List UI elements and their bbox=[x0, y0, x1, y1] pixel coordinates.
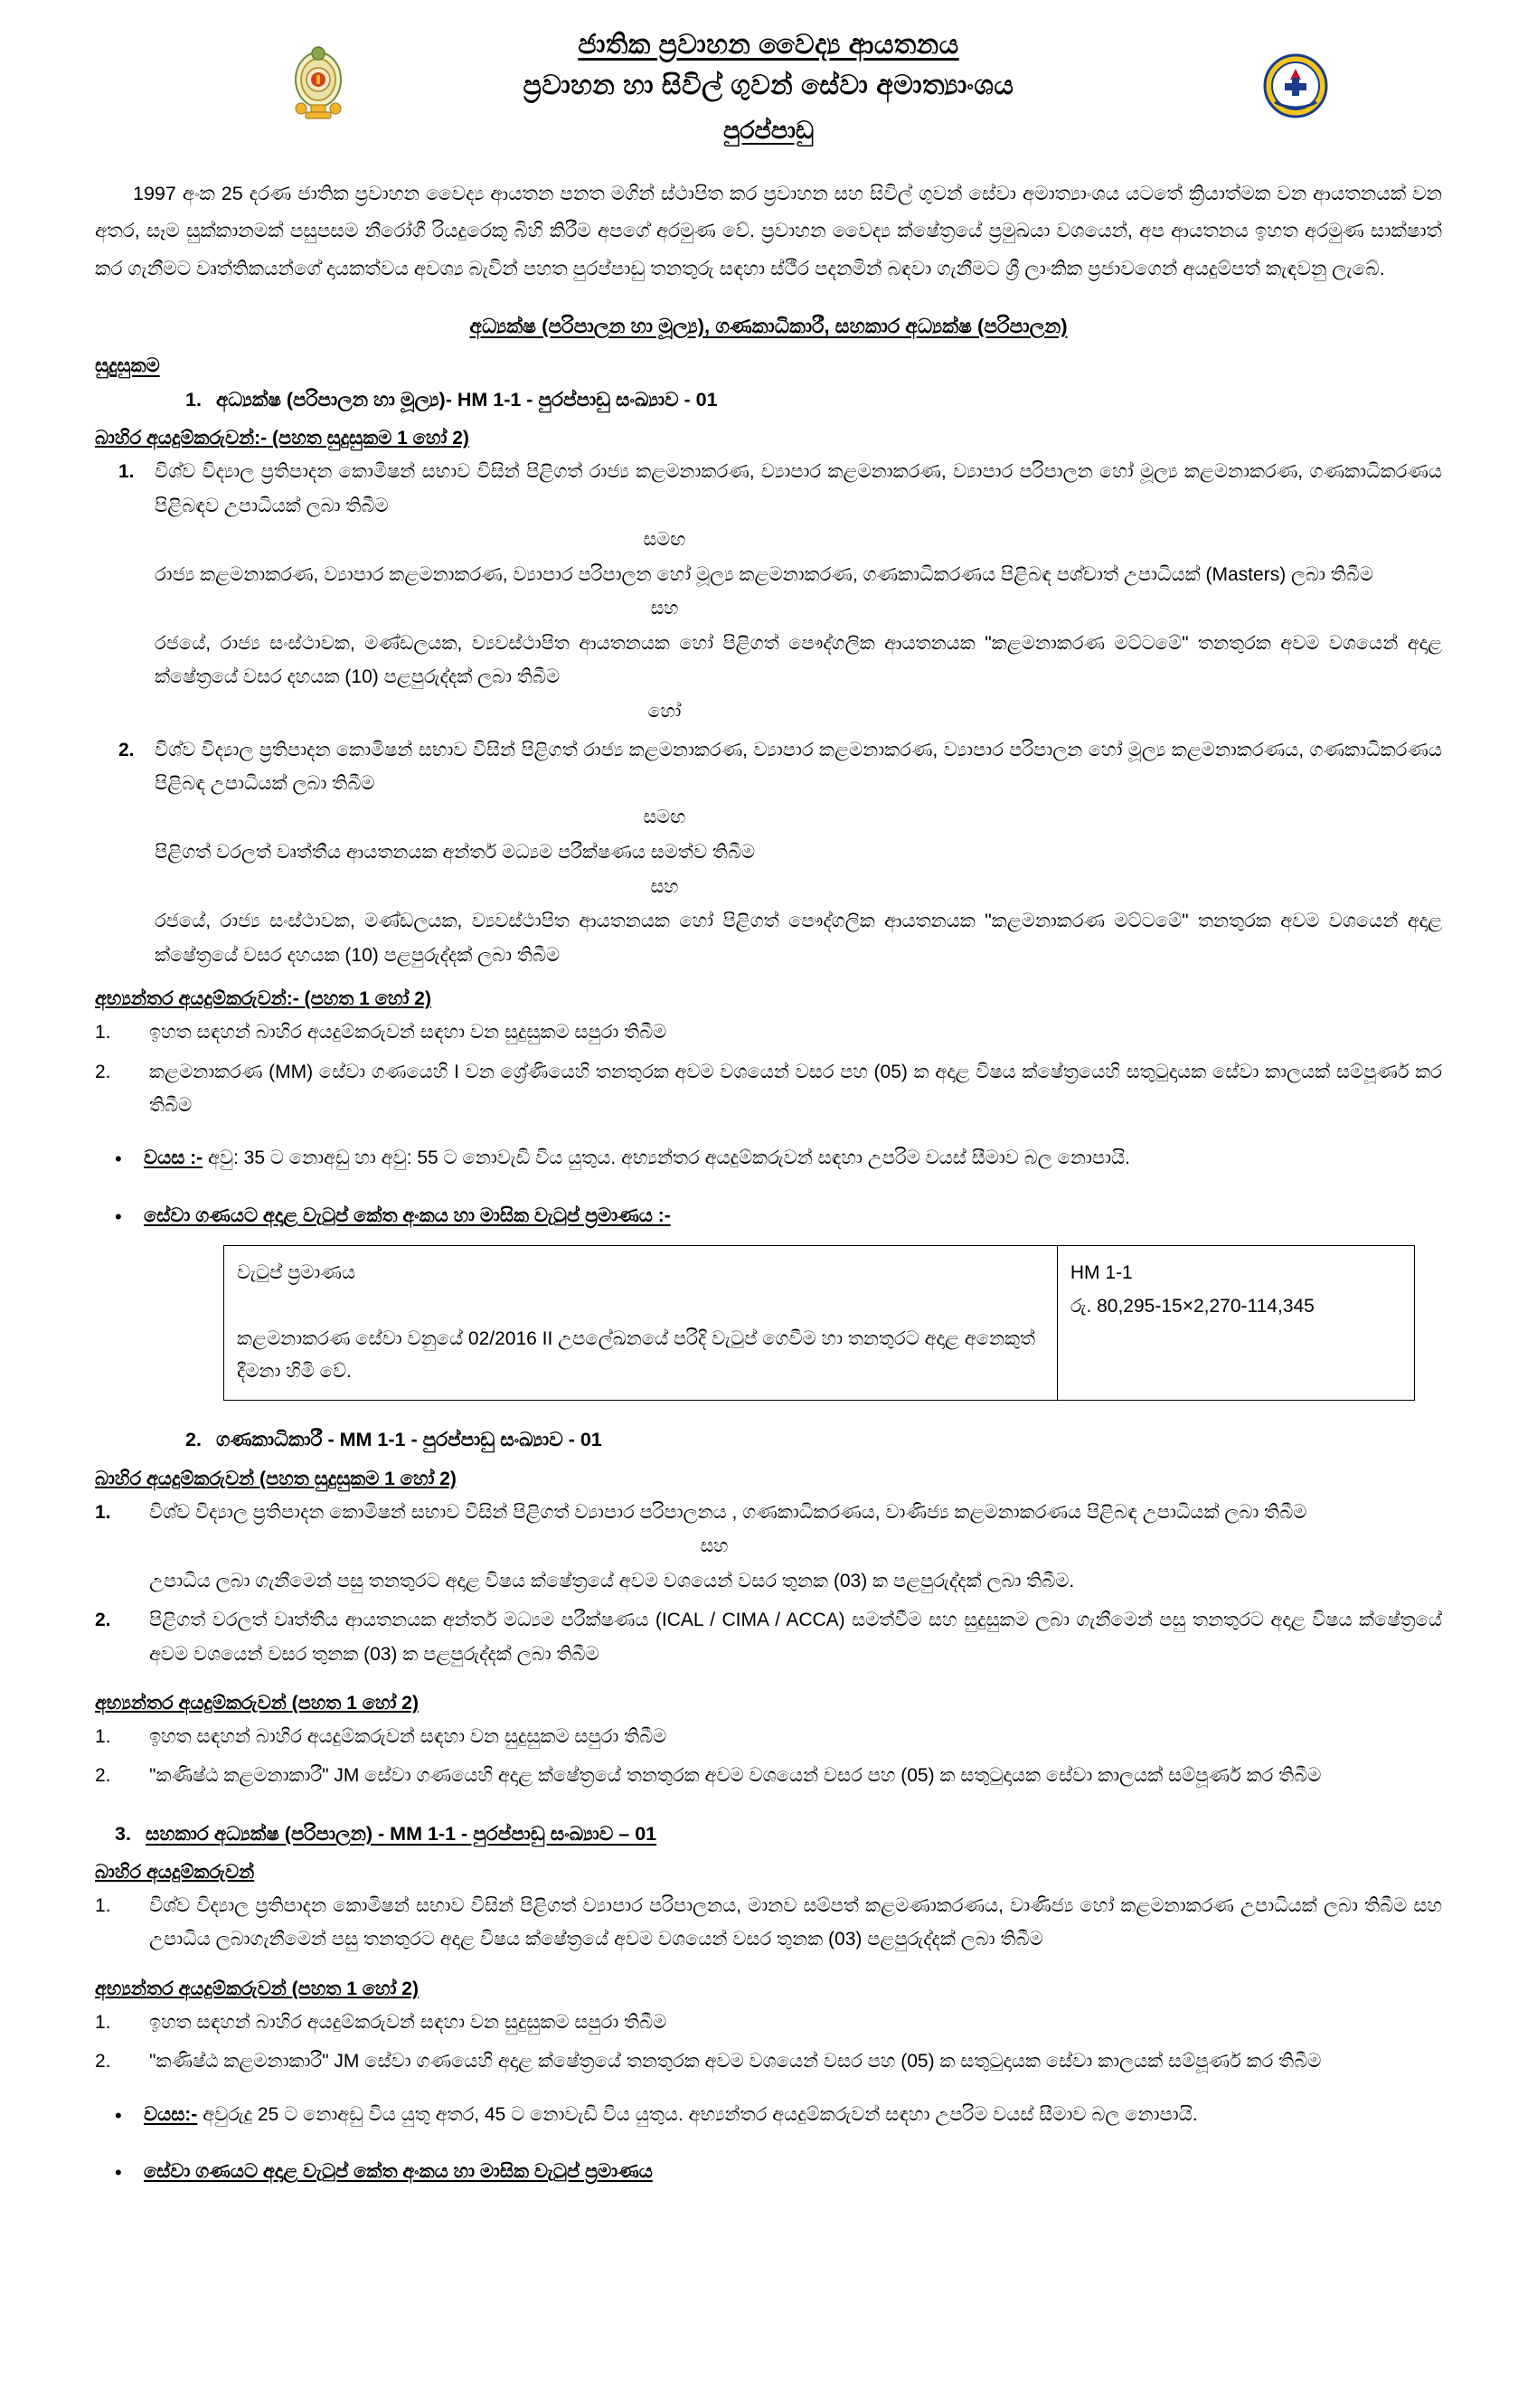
age-body-3 bbox=[144, 2099, 1442, 2133]
organization-title: ජාතික ප්‍රවාහන වෛද්‍ය ආයතනය bbox=[578, 30, 959, 60]
requirement-text: විශ්ව විද්‍යාල ප්‍රතිපාදන කොමිෂන් සභාව විසින් පිළිගත් රාජ්‍ය කළමනාකරණ, ව්‍යාපාර කළමනාකරණ, ව්‍යාපාර පරිපාලන හෝ මූල්‍ය කළමනාකරණය, ගණකාධිකරණය පිළිබඳ උපාධියක් ලබා තිබීම bbox=[155, 739, 1442, 794]
position-block-2 bbox=[95, 1424, 1442, 1792]
requirement-marker: 2. bbox=[118, 739, 135, 760]
requirement-marker: 2. bbox=[95, 1765, 111, 1787]
requirement-text: "කණිෂ්ඨ කළමනාකාරී" JM සේවා ගණයෙහි අදාළ ක්ෂේත්‍රයේ තනතුරක අවම වශයෙන් වසර පහ (05) ක සතුටුදායක සේවා කාලයක් සම්පූර්ණ කර තිබීම bbox=[149, 2051, 1322, 2073]
internal-applicants-label-1: අභ්‍යන්තර අයදුම්කරුවන්:- (පහත 1 හෝ 2) bbox=[95, 988, 431, 1010]
requirement-marker: 2. bbox=[95, 1610, 111, 1631]
internal-requirements-1 bbox=[95, 1015, 1442, 1122]
conjunction: සහ bbox=[700, 1535, 729, 1556]
requirement-text: ඉහත සඳහන් බාහිර අයදුම්කරුවන් සඳහා වන සුදුසුකම සපුරා තිබීම bbox=[149, 2011, 667, 2033]
salary-label-3: සේවා ගණයට අදාළ වැටුප් කේත අංකය හා මාසික වැටුප් ප්‍රමාණය bbox=[144, 2161, 653, 2183]
salary-bullet-3 bbox=[95, 2156, 1442, 2190]
sri-lanka-national-emblem bbox=[289, 45, 347, 123]
requirement-marker: 1. bbox=[95, 1501, 111, 1523]
conjunction: සහ bbox=[650, 598, 679, 619]
salary-description-cell bbox=[224, 1245, 1058, 1400]
requirement-text: ඉහත සඳහන් බාහිර අයදුම්කරුවන් සඳහා වන සුදුසුකම සපුරා තිබීම bbox=[149, 1022, 667, 1043]
requirement-marker: 1. bbox=[95, 1022, 111, 1043]
age-text-1: අවු: 35 ට නොඅඩු හා අවු: 55 ට නොවැඩි විය යුතුය. අභ්‍යන්තර අයදුම්කරුවන් සඳහා උපරිම වයස් සීමාව බල නොපායි. bbox=[207, 1147, 1130, 1169]
external-applicants-label-3: බාහිර අයදුම්කරුවන් bbox=[95, 1862, 255, 1884]
requirement-text: පිළිගත් වරලත් වෘත්තීය ආයතනයක අන්තර් මධ්‍යම පරීක්ෂණය (ICAL / CIMA / ACCA) සමත්වීම සහ සුදුසුකම ලබා ගැනීමෙන් පසු තනතුරට අදාළ විෂය ක්ෂේත්‍රයේ අවම වශයෙන් වසර තුනක (03) ක පළපුරුද්දක් ලබා තිබීම bbox=[149, 1610, 1442, 1665]
requirement-text: කළමනාකරණ (MM) සේවා ගණයෙහි I වන ශ්‍රේණියෙහි තනතුරක අවම වශයෙන් වසර පහ (05) ක අදාළ විෂය ක්ෂේත්‍රයෙහි සතුටුදායක සේවා කාලයක් සම්පූර්ණ කර තිබීම bbox=[149, 1061, 1442, 1116]
age-body-1 bbox=[144, 1142, 1442, 1176]
ministry-title: ප්‍රවාහන හා සිවිල් ගුවන් සේවා අමාත්‍යාංශය bbox=[523, 70, 1014, 100]
age-label-1: වයස :- bbox=[144, 1147, 203, 1169]
salary-desc-body: කළමනාකරණ සේවා වනුයේ 02/2016 II උපලේඛනයේ පරිදි වැටුප් ගෙවීම හා තනතුරට අදාළ අනෙකුත් දීමනා හිමි වේ. bbox=[237, 1327, 1036, 1383]
salary-table-1 bbox=[223, 1245, 1415, 1401]
bullet-icon: • bbox=[115, 1147, 122, 1171]
position-title-2 bbox=[95, 1424, 1442, 1455]
bullet-icon: • bbox=[115, 2161, 122, 2185]
external-requirements-2 bbox=[95, 1496, 1442, 1671]
external-requirements-3 bbox=[95, 1889, 1442, 1957]
age-requirement-3 bbox=[95, 2099, 1442, 2133]
position-title-text-3: සහකාර අධ්‍යක්ෂ (පරිපාලන) - MM 1-1 - පුරප්පාඩු සංඛ්‍යාව – 01 bbox=[146, 1822, 657, 1845]
requirement-item bbox=[95, 1889, 1442, 1957]
salary-desc-heading: වැටුප් ප්‍රමාණය bbox=[237, 1261, 356, 1283]
age-text-3: අවුරුදු 25 ට නොඅඩු විය යුතු අතර, 45 ට නොවැඩි විය යුතුය. අභ්‍යන්තර අයදුම්කරුවන් සඳහා උපරිම වයස් සීමාව බල නොපායි. bbox=[203, 2103, 1198, 2125]
requirement-item bbox=[95, 1603, 1442, 1671]
conjunction: හෝ bbox=[647, 700, 682, 722]
position-title-3 bbox=[95, 1818, 1442, 1849]
requirement-sub-text: රජයේ, රාජ්‍ය සංස්ථාවක, මණ්ඩලයක, ව්‍යවස්ථාපිත ආයතනයක හෝ පිළිගත් පෞද්ගලික ආයතනයක "කළමනාකරණ මට්ටමේ" තනතුරක අවම වශයෙන් අදාළ ක්ෂේත්‍රයේ වසර දහයක (10) පළපුරුද්දක් ලබා තිබීම bbox=[155, 633, 1442, 688]
salary-value: රු. 80,295-15×2,270-114,345 bbox=[1070, 1295, 1315, 1317]
requirement-text: විශ්ව විද්‍යාල ප්‍රතිපාදන කොමිෂන් සභාව විසින් පිළිගත් ව්‍යාපාර පරිපාලනය, මානව සම්පත් කළමණාකරණය, වාණිජ්‍ය හෝ කළමනාකරණ උපාධියක් ලබා තිබීම සහ උපාධිය ලබාගැනීමෙන් පසු තනතුරට අදාළ විෂය ක්ෂේත්‍රයේ අවම වශයෙන් වසර තුනක (03) පළපුරුද්දක් ලබා තිබීම bbox=[149, 1895, 1442, 1950]
conjunction: සහ bbox=[650, 875, 679, 897]
requirement-item bbox=[95, 2044, 1442, 2078]
salary-bullet-1 bbox=[95, 1200, 1442, 1234]
requirement-marker: 1. bbox=[95, 1725, 111, 1747]
position-title-text-2: ගණකාධිකාරී - MM 1-1 - පුරප්පාඩු සංඛ්‍යාව - 01 bbox=[216, 1429, 602, 1451]
age-requirement-1 bbox=[95, 1142, 1442, 1176]
intro-paragraph bbox=[95, 175, 1442, 288]
requirement-sub-text: පිළිගත් වරලත් වෘත්තීය ආයතනයක අන්තර් මධ්‍යම පරීක්ෂණය සමත්ව තිබීම bbox=[155, 842, 756, 864]
requirement-marker: 1. bbox=[95, 2011, 111, 2033]
requirement-sub-text: උපාධිය ලබා ගැනීමෙන් පසු තනතුරට අදාළ විෂය ක්ෂේත්‍රයේ අවම වශයෙන් වසර තුනක (03) ක පළපුරුද්දක් ලබා තිබීම. bbox=[149, 1570, 1075, 1591]
national-transport-medical-institute-logo bbox=[1262, 52, 1329, 119]
page-title: පුරප්පාඩු bbox=[722, 117, 815, 144]
internal-requirements-3 bbox=[95, 2006, 1442, 2079]
requirement-text: "කණිෂ්ඨ කළමනාකාරී" JM සේවා ගණයෙහි අදාළ ක්ෂේත්‍රයේ තනතුරක අවම වශයෙන් වසර පහ (05) ක සතුටුදායක සේවා කාලයක් සම්පූර්ණ කර තිබීම bbox=[149, 1765, 1322, 1787]
requirement-item bbox=[95, 455, 1442, 523]
position-index-2: 2. bbox=[185, 1429, 202, 1451]
requirement-item bbox=[95, 1720, 1442, 1753]
requirement-item bbox=[95, 1759, 1442, 1792]
requirement-text: ඉහත සඳහන් බාහිර අයදුම්කරුවන් සඳහා වන සුදුසුකම සපුරා තිබීම bbox=[149, 1725, 667, 1747]
requirement-item bbox=[95, 1015, 1442, 1049]
requirement-sub-text: රජයේ, රාජ්‍ය සංස්ථාවක, මණ්ඩලයක, ව්‍යවස්ථාපිත ආයතනයක හෝ පිළිගත් පෞද්ගලික ආයතනයක "කළමනාකරණ මට්ටමේ" තනතුරක අවම වශයෙන් අදාළ ක්ෂේත්‍රයේ වසර දහයක (10) පළපුරුද්දක් ලබා තිබීම bbox=[155, 911, 1442, 966]
position-block-3 bbox=[95, 1818, 1442, 2191]
position-block-1 bbox=[95, 384, 1442, 1401]
position-index-3: 3. bbox=[115, 1822, 131, 1845]
bullet-icon: • bbox=[115, 2103, 122, 2127]
intro-text: 1997 අංක 25 දරණ ජාතික ප්‍රවාහන වෛද්‍ය ආයතන පනත මගින් ස්ථාපිත කර ප්‍රවාහන සහ සිවිල් ගුවන් සේවා අමාත්‍යාංශය යටතේ ක්‍රියාත්මක වන ආයතනයක් වන අතර, සෑම සුක්කානමක් පසුපසම නීරෝගී රියදුරෙකු බිහි කිරීම අපගේ අරමුණ වේ. ප්‍රවාහන වෛද්‍ය ක්ෂේත්‍රයේ ප්‍රමුඛයා වශයෙන්, අප ආයතනය ඉහත අරමුණ සාක්ෂාත් කර ගැනීමට වෘත්තිකයන්ගේ දායකත්වය අවශ්‍ය බැවින් පහත පුරප්පාඩු තනතුරු සඳහා ස්ථීර පදනමින් බඳවා ගැනීමට ශ්‍රී ලාංකික ප්‍රජාවගෙන් අයදුම්පත් කැඳවනු ලැබේ. bbox=[95, 183, 1442, 279]
conjunction: සමඟ bbox=[643, 528, 686, 550]
requirement-text: විශ්ව විද්‍යාල ප්‍රතිපාදන කොමිෂන් සභාව විසින් පිළිගත් ව්‍යාපාර පරිපාලනය , ගණකාධිකරණය, වාණිජ්‍ය කළමනාකරණය පිළිබඳ උපාධියක් ලබා තිබීම bbox=[149, 1501, 1307, 1523]
external-requirements-1 bbox=[95, 455, 1442, 972]
conjunction: සමඟ bbox=[643, 807, 686, 828]
external-applicants-label-2: බාහිර අයදුම්කරුවන් (පහත සුදුසුකම 1 හෝ 2) bbox=[95, 1468, 457, 1489]
internal-applicants-label-2: අභ්‍යන්තර අයදුම්කරුවන් (පහත 1 හෝ 2) bbox=[95, 1692, 419, 1714]
requirement-marker: 2. bbox=[95, 2051, 111, 2073]
requirement-item bbox=[95, 2006, 1442, 2039]
requirement-marker: 2. bbox=[95, 1061, 111, 1082]
internal-applicants-label-3: අභ්‍යන්තර අයදුම්කරුවන් (පහත 1 හෝ 2) bbox=[95, 1978, 419, 1999]
table-row bbox=[224, 1245, 1415, 1400]
salary-code: HM 1-1 bbox=[1070, 1261, 1133, 1283]
requirement-item bbox=[95, 733, 1442, 801]
position-index-1: 1. bbox=[185, 388, 202, 411]
position-title-text-1: අධ්‍යක්ෂ (පරිපාලන හා මූල්‍ය)- HM 1-1 - පුරප්පාඩු සංඛ්‍යාව - 01 bbox=[216, 388, 718, 411]
main-section-heading: අධ්‍යක්ෂ (පරිපාලන හා මූල්‍ය), ගණකාධිකාරී, සහකාර අධ්‍යක්ෂ (පරිපාලන) bbox=[469, 314, 1068, 337]
age-label-3: වයස:- bbox=[144, 2103, 198, 2125]
document-header bbox=[95, 25, 1442, 152]
bullet-icon: • bbox=[115, 1205, 122, 1229]
external-applicants-label-1: බාහිර අයදුම්කරුවන්:- (පහත සුදුසුකම 1 හෝ 2) bbox=[95, 428, 469, 449]
requirement-item bbox=[95, 1055, 1442, 1123]
requirement-marker: 1. bbox=[95, 1895, 111, 1917]
requirement-sub-text: රාජ්‍ය කළමනාකරණ, ව්‍යාපාර කළමනාකරණ, ව්‍යාපාර පරිපාලන හෝ මූල්‍ය කළමනාකරණ, ගණකාධිකරණය පිළිබඳ පශ්චාත් උපාධියක් (Masters) ලබා තිබීම bbox=[155, 563, 1373, 585]
requirement-text: විශ්ව විද්‍යාල ප්‍රතිපාදන කොමිෂන් සභාව විසින් පිළිගත් රාජ්‍ය කළමනාකරණ, ව්‍යාපාර කළමනාකරණ, ව්‍යාපාර පරිපාලන හෝ මූල්‍ය කළමනාකරණ, ගණකාධිකරණය පිළිබඳව උපාධියක් ලබා තිබීම bbox=[155, 461, 1442, 516]
qualification-label: සුදුසුකම bbox=[95, 354, 160, 376]
salary-label-1: සේවා ගණයට අදාළ වැටුප් කේත අංකය හා මාසික වැටුප් ප්‍රමාණය :- bbox=[144, 1205, 671, 1227]
requirement-item bbox=[95, 1496, 1442, 1529]
internal-requirements-2 bbox=[95, 1720, 1442, 1793]
position-title-1 bbox=[95, 384, 1442, 415]
requirement-marker: 1. bbox=[118, 461, 135, 483]
salary-scale-cell bbox=[1057, 1245, 1414, 1400]
